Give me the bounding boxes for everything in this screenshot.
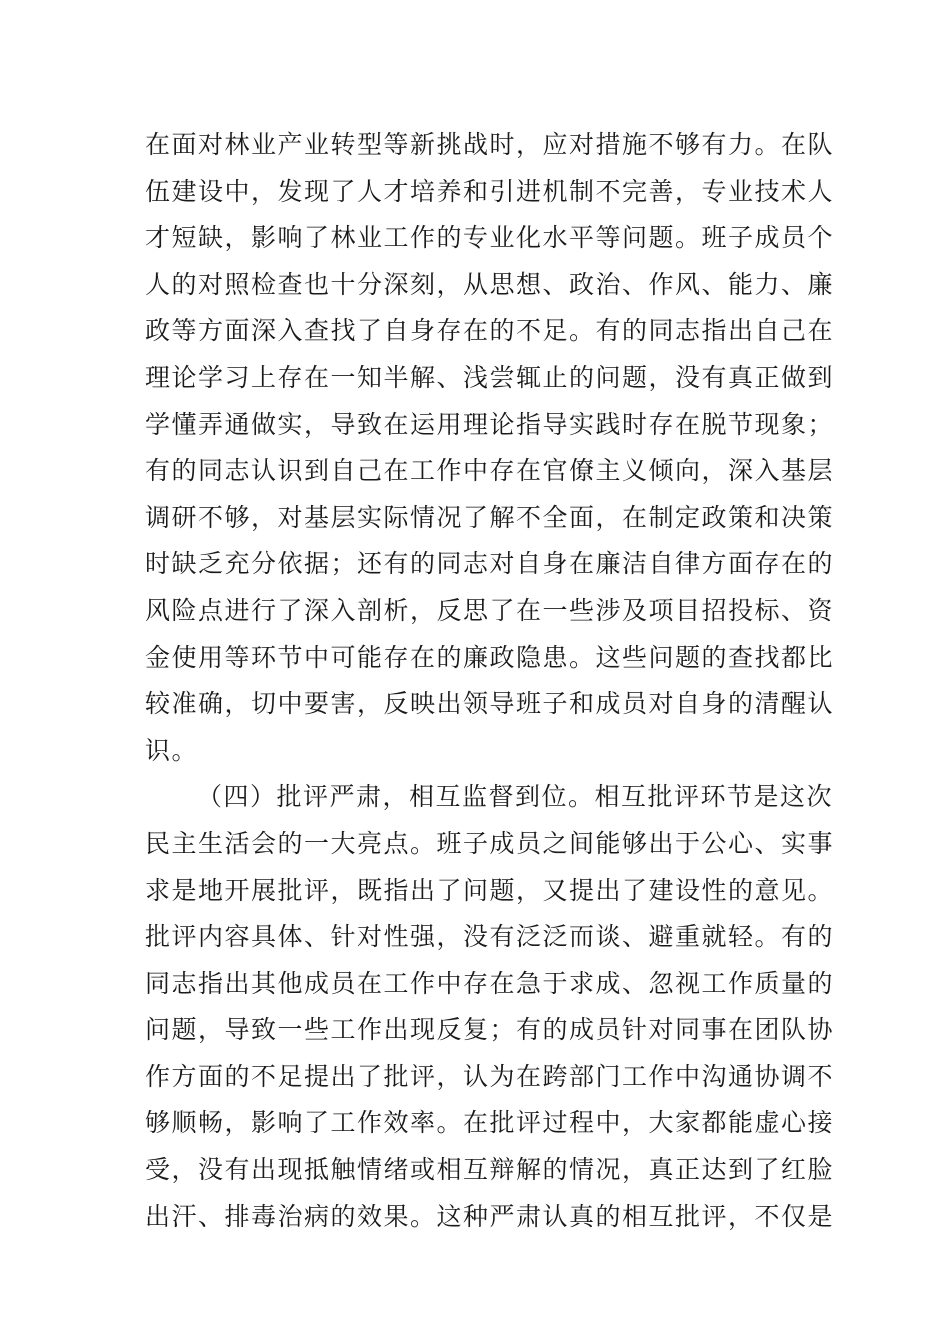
section-heading-line: （四）批评严肃，相互监督到位。相互批评环节是这次 [197,782,834,812]
text-line: 在面对林业产业转型等新挑战时，应对措施不够有力。在队 [145,130,835,159]
text-line: 时缺乏充分依据；还有的同志对自身在廉洁自律方面存在的 [145,549,835,579]
text-line: 批评内容具体、针对性强，没有泛泛而谈、避重就轻。有的 [145,922,835,952]
text-line: 理论学习上存在一知半解、浅尝辄止的问题，没有真正做到 [145,362,835,392]
text-line: 才短缺，影响了林业工作的专业化水平等问题。班子成员个 [145,223,835,253]
text-line: 问题，导致一些工作出现反复；有的成员针对同事在团队协 [145,1015,835,1045]
text-line: 作方面的不足提出了批评，认为在跨部门工作中沟通协调不 [145,1061,835,1091]
body-text [145,122,835,1240]
text-line: 受，没有出现抵触情绪或相互辩解的情况，真正达到了红脸 [145,1155,835,1185]
text-line: 伍建设中，发现了人才培养和引进机制不完善，专业技术人 [145,176,835,206]
text-line: 同志指出其他成员在工作中存在急于求成、忽视工作质量的 [145,968,835,998]
text-line: 人的对照检查也十分深刻，从思想、政治、作风、能力、廉 [145,269,835,299]
paragraph-continued [145,122,835,774]
text-line-last: 识。 [145,735,199,765]
text-line: 较准确，切中要害，反映出领导班子和成员对自身的清醒认 [145,689,835,719]
text-line: 民主生活会的一大亮点。班子成员之间能够出于公心、实事 [145,828,835,858]
text-line: 求是地开展批评，既指出了问题，又提出了建设性的意见。 [145,875,835,905]
text-line: 够顺畅，影响了工作效率。在批评过程中，大家都能虚心接 [145,1108,835,1138]
text-line: 金使用等环节中可能存在的廉政隐患。这些问题的查找都比 [145,642,835,672]
text-line: 学懂弄通做实，导致在运用理论指导实践时存在脱节现象； [145,409,835,439]
text-line: 有的同志认识到自己在工作中存在官僚主义倾向，深入基层 [145,456,835,486]
paragraph-four [145,774,835,1240]
text-line: 调研不够，对基层实际情况了解不全面，在制定政策和决策 [145,502,835,532]
text-line: 风险点进行了深入剖析，反思了在一些涉及项目招投标、资 [145,595,835,625]
text-line: 出汗、排毒治病的效果。这种严肃认真的相互批评，不仅是 [145,1201,835,1231]
text-line: 政等方面深入查找了自身存在的不足。有的同志指出自己在 [145,316,835,346]
